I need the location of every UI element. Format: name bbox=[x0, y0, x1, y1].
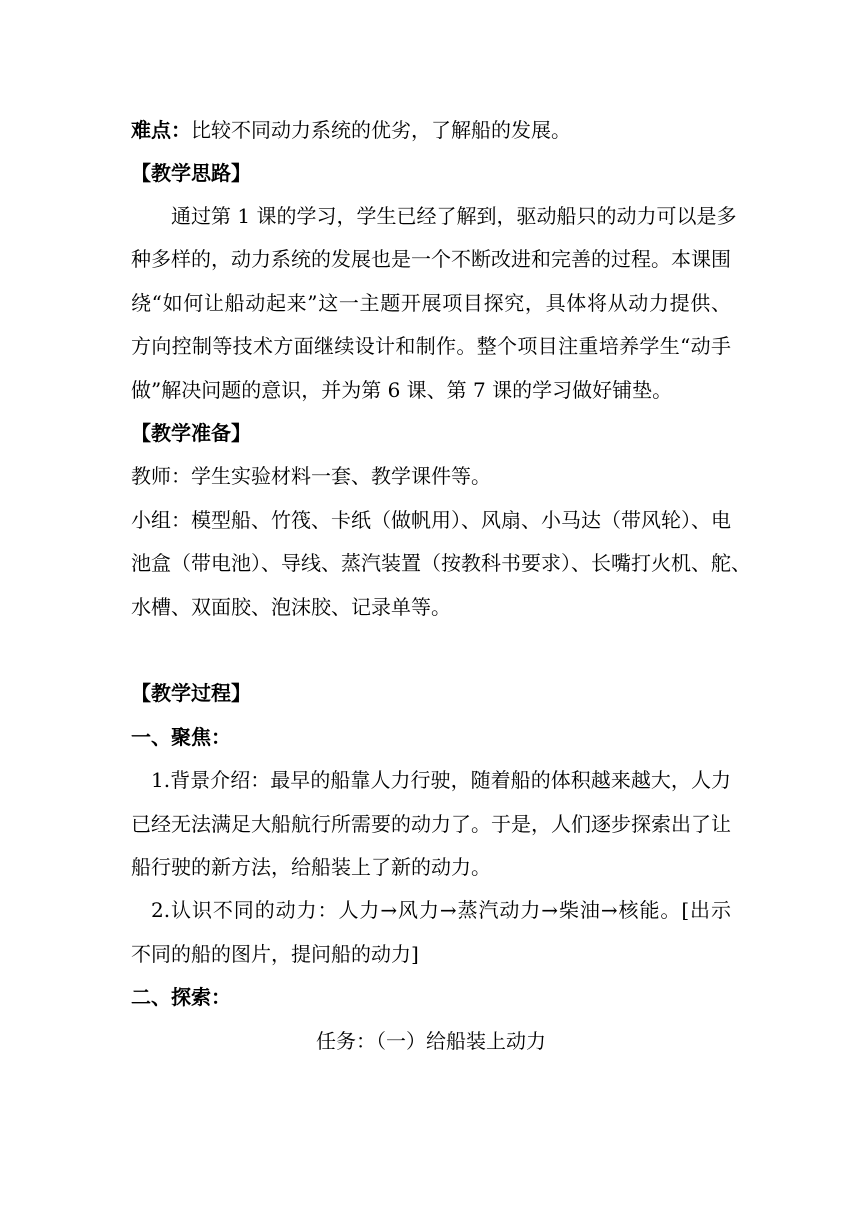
difficulty-line bbox=[131, 117, 731, 143]
difficulty-text: 比较不同动力系统的优劣，了解船的发展。 bbox=[191, 118, 571, 142]
thinking-paragraph-line: 绕“如何让船动起来”这一主题开展项目探究，具体将从动力提供、 bbox=[131, 291, 731, 315]
section-heading-prep: 【教学准备】 bbox=[131, 421, 251, 445]
process-item1-line: 1.背景介绍：最早的船靠人力行驶，随着船的体积越来越大，人力 bbox=[151, 768, 731, 792]
task-title: 任务：（一）给船装上动力 bbox=[316, 1029, 546, 1053]
thinking-paragraph-line: 做”解决问题的意识，并为第 6 课、第 7 课的学习做好铺垫。 bbox=[131, 378, 673, 402]
process-item2-line: 不同的船的图片，提问船的动力] bbox=[131, 942, 419, 966]
prep-group-line: 小组：模型船、竹筏、卡纸（做帆用）、风扇、小马达（带风轮）、电 bbox=[131, 508, 731, 532]
process-item1-line: 已经无法满足大船航行所需要的动力了。于是，人们逐步探索出了让 bbox=[131, 812, 731, 836]
thinking-paragraph-line: 通过第 1 课的学习，学生已经了解到，驱动船只的动力可以是多 bbox=[171, 204, 737, 228]
prep-teacher-line: 教师：学生实验材料一套、教学课件等。 bbox=[131, 464, 491, 488]
prep-group-line: 池盒（带电池）、导线、蒸汽装置（按教科书要求）、长嘴打火机、舵、 bbox=[131, 551, 751, 575]
difficulty-label: 难点： bbox=[131, 118, 191, 142]
explore-heading: 二、探索： bbox=[131, 985, 231, 1009]
thinking-paragraph-line: 方向控制等技术方面继续设计和制作。整个项目注重培养学生“动手 bbox=[131, 334, 731, 358]
thinking-paragraph-line: 种多样的，动力系统的发展也是一个不断改进和完善的过程。本课围 bbox=[131, 247, 731, 271]
section-heading-thinking: 【教学思路】 bbox=[131, 161, 251, 185]
process-item2-line: 2.认识不同的动力：人力→风力→蒸汽动力→柴油→核能。[出示 bbox=[151, 898, 731, 922]
process-item1-line: 船行驶的新方法，给船装上了新的动力。 bbox=[131, 855, 491, 879]
prep-group-line: 水槽、双面胶、泡沫胶、记录单等。 bbox=[131, 595, 451, 619]
focus-heading: 一、聚焦： bbox=[131, 725, 231, 749]
section-heading-process: 【教学过程】 bbox=[131, 681, 251, 705]
